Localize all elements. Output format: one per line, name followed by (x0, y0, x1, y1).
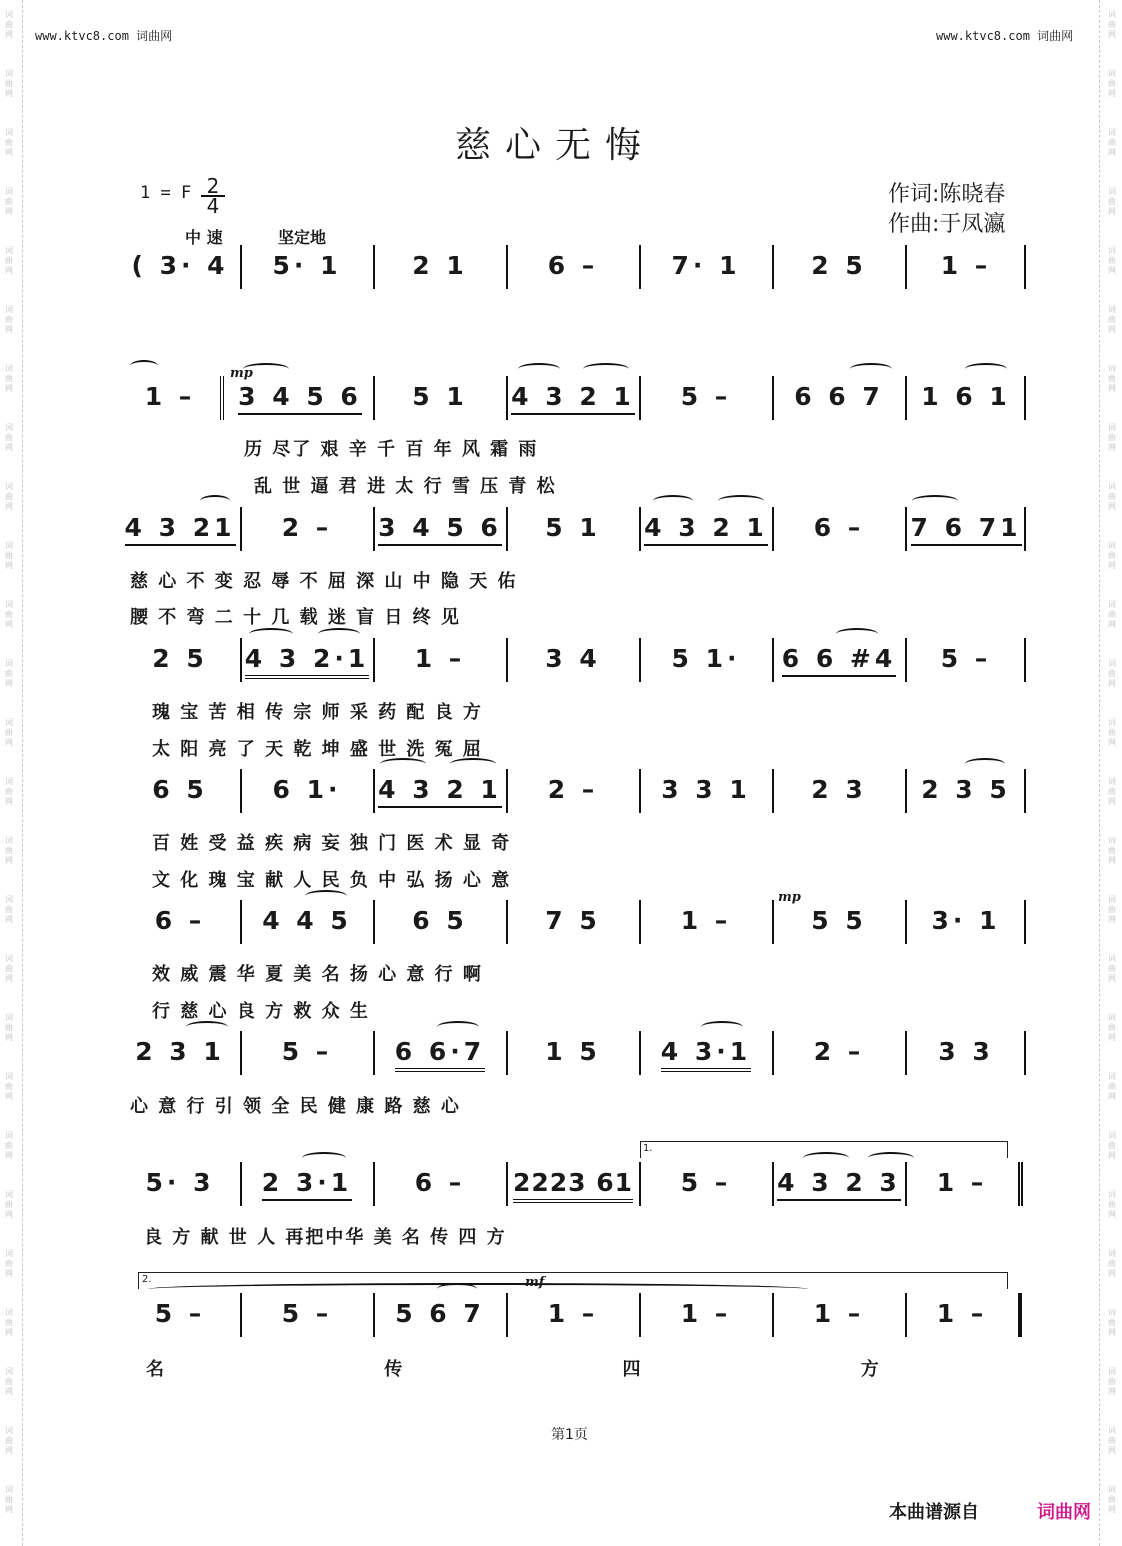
margin-watermark: 词曲网 (5, 1249, 13, 1278)
barline (1024, 376, 1026, 420)
measure-notes: 1 – (936, 1168, 988, 1197)
margin-watermark: 词曲网 (1108, 364, 1116, 393)
measure-notes: ( 3· 4 (131, 251, 229, 280)
measure (774, 251, 904, 287)
margin-watermark: 词曲网 (5, 10, 13, 39)
measure (907, 644, 1025, 680)
margin-watermark: 词曲网 (5, 777, 13, 806)
measure-notes: 6 5 (152, 775, 208, 804)
margin-watermark: 词曲网 (5, 954, 13, 983)
margin-watermark: 词曲网 (1108, 1249, 1116, 1278)
measure-notes: 1 – (144, 382, 196, 411)
measure (375, 906, 505, 942)
margin-watermark: 词曲网 (1108, 541, 1116, 570)
barline (1024, 900, 1026, 944)
header-url-left: www.ktvc8.com 词曲网 (35, 29, 173, 43)
measure-notes: 2 3·1 (262, 1168, 352, 1201)
margin-watermark: 词曲网 (5, 1013, 13, 1042)
second-ending-bracket (138, 1272, 1008, 1289)
measure-notes: 7· 1 (671, 251, 741, 280)
margin-watermark: 词曲网 (1108, 246, 1116, 275)
margin-watermark: 词曲网 (5, 1485, 13, 1514)
measure (120, 1299, 240, 1335)
measure-notes: 1 – (414, 644, 466, 673)
measure-notes: 1 – (547, 1299, 599, 1328)
measure-notes: 6 6 #4 (782, 644, 897, 677)
margin-watermark: 词曲网 (5, 895, 13, 924)
margin-watermark: 词曲网 (1108, 895, 1116, 924)
measure-notes: 4 3 2·1 (245, 644, 369, 679)
lyric-verse-1: 效 威 震 华 夏 美 名 扬 心 意 行 啊 (152, 964, 483, 985)
measure-notes: 2 – (813, 1037, 865, 1066)
measure-notes: 5· 3 (145, 1168, 215, 1197)
margin-watermark: 词曲网 (5, 482, 13, 511)
measure-notes: 6 5 (412, 906, 468, 935)
score-line-3 (120, 507, 1030, 567)
measure (641, 644, 771, 680)
measure (242, 1168, 372, 1204)
margin-watermark: 词曲网 (1108, 69, 1116, 98)
measure-notes: 4 3·1 (661, 1037, 751, 1072)
measure-notes: 1 – (680, 906, 732, 935)
lyric-verse-1: 历 尽了 艰 辛 千 百 年 风 霜 雨 (244, 439, 539, 460)
source-label: 本曲谱源自 (889, 1502, 979, 1523)
margin-watermark: 词曲网 (1108, 10, 1116, 39)
margin-watermark: 词曲网 (1108, 1426, 1116, 1455)
measure (508, 1037, 638, 1073)
measure (120, 1037, 240, 1073)
measure-notes: 4 3 2 1 (511, 382, 635, 415)
lyric-verse-1: 慈 心 不 变 忍 辱 不 屈 深 山 中 隐 天 佑 (130, 571, 518, 592)
measure-notes: 5 5 (811, 906, 867, 935)
measure (375, 1168, 505, 1204)
measure-notes: 2 1 (412, 251, 468, 280)
measure (774, 1299, 904, 1335)
measure-notes: 4 3 21 (125, 513, 236, 546)
repeat-start-barline (220, 376, 224, 420)
margin-watermark: 词曲网 (1108, 954, 1116, 983)
barline (1024, 1031, 1026, 1075)
measure (774, 1037, 904, 1073)
measure (508, 1299, 638, 1335)
measure-notes: 1 5 (545, 1037, 601, 1066)
measure (774, 644, 904, 680)
margin-watermark: 词曲网 (5, 718, 13, 747)
measure-notes: 1 6 1 (921, 382, 1011, 411)
lyric-verse-1: 名 传 四 方 (146, 1359, 881, 1380)
margin-watermark: 词曲网 (1108, 718, 1116, 747)
measure (774, 382, 904, 418)
barline (1024, 507, 1026, 551)
measure-notes: 6 – (414, 1168, 466, 1197)
measure-notes: 5· 1 (272, 251, 342, 280)
measure (641, 1168, 771, 1204)
measure-notes: 5 1 (412, 382, 468, 411)
measure (774, 906, 904, 942)
margin-watermark: 词曲网 (1108, 1485, 1116, 1514)
expression-marking: 坚定地 (278, 228, 327, 247)
measure-notes: 5 – (680, 1168, 732, 1197)
tempo-marking: 中 速 (185, 228, 223, 247)
measure-notes: 3 3 1 (661, 775, 751, 804)
measure-notes: 6 6·7 (395, 1037, 485, 1072)
margin-watermark: 词曲网 (5, 128, 13, 157)
measure (641, 906, 771, 942)
measure (375, 644, 505, 680)
margin-watermark: 词曲网 (1108, 1013, 1116, 1042)
measure (120, 513, 240, 549)
margin-watermark: 词曲网 (1108, 482, 1116, 511)
measure-notes: 7 6 71 (911, 513, 1022, 546)
score-line-2 (120, 376, 1030, 436)
page-number: 第1页 (551, 1427, 588, 1443)
left-margin-dashed-line (22, 0, 23, 1546)
measure-notes: 6 – (813, 513, 865, 542)
measure-notes: 3· 1 (931, 906, 1001, 935)
slur (965, 363, 1007, 375)
measure (242, 1299, 372, 1335)
margin-watermark: 词曲网 (5, 1190, 13, 1219)
lyric-verse-2: 乱 世 逼 君 进 太 行 雪 压 青 松 (254, 476, 557, 497)
measure-notes: 1 – (680, 1299, 732, 1328)
measure (120, 382, 220, 418)
margin-watermark: 词曲网 (1108, 659, 1116, 688)
measure (774, 1168, 904, 1204)
lyric-verse-1: 良 方 献 世 人 再把中华 美 名 传 四 方 (144, 1227, 507, 1248)
margin-watermark: 词曲网 (1108, 600, 1116, 629)
slur (130, 360, 158, 372)
margin-watermark: 词曲网 (5, 187, 13, 216)
lyric-verse-2: 文 化 瑰 宝 献 人 民 负 中 弘 扬 心 意 (152, 870, 512, 891)
measure (242, 906, 372, 942)
measure (508, 906, 638, 942)
measure (508, 513, 638, 549)
margin-watermark: 词曲网 (5, 364, 13, 393)
measure (226, 382, 374, 418)
barline (1024, 638, 1026, 682)
measure (907, 775, 1025, 811)
dynamic-mp: mp (230, 366, 253, 381)
measure-notes: 4 3 2 1 (644, 513, 768, 546)
measure (907, 906, 1025, 942)
measure (774, 513, 904, 549)
margin-watermark: 词曲网 (5, 305, 13, 334)
margin-watermark: 词曲网 (1108, 187, 1116, 216)
margin-watermark: 词曲网 (1108, 836, 1116, 865)
margin-watermark: 词曲网 (5, 423, 13, 452)
measure (375, 382, 505, 418)
measure-notes: 3 4 (545, 644, 601, 673)
dynamic-mp: mp (778, 890, 801, 905)
measure-notes: 2 3 (811, 775, 867, 804)
measure (641, 382, 771, 418)
measure (508, 775, 638, 811)
measure (242, 644, 372, 680)
score-line-5 (120, 769, 1030, 829)
margin-watermark: 词曲网 (1108, 1367, 1116, 1396)
measure-notes: 5 – (940, 644, 992, 673)
key-signature: 1 = F (140, 183, 192, 203)
measure-notes: 2 5 (152, 644, 208, 673)
time-signature-bottom: 4 (201, 195, 225, 215)
measure-notes: 1 – (813, 1299, 865, 1328)
lyric-verse-2: 腰 不 弯 二 十 几 载 迷 盲 日 终 见 (130, 607, 461, 628)
measure (375, 1037, 505, 1073)
measure (242, 251, 372, 287)
lyric-verse-1: 瑰 宝 苦 相 传 宗 师 采 药 配 良 方 (152, 702, 483, 723)
time-signature-top: 2 (206, 174, 220, 198)
measure-notes: 5 – (281, 1037, 333, 1066)
margin-watermark: 词曲网 (1108, 423, 1116, 452)
measure-notes: 2 – (547, 775, 599, 804)
measure-notes: 1 – (940, 251, 992, 280)
measure-notes: 5 1· (671, 644, 741, 673)
margin-watermark: 词曲网 (1108, 777, 1116, 806)
margin-watermark: 词曲网 (1108, 1308, 1116, 1337)
score-line-7 (120, 1031, 1030, 1091)
measure (375, 251, 505, 287)
measure-notes: 6 – (547, 251, 599, 280)
measure (774, 775, 904, 811)
measure-notes: 3 4 5 6 (238, 382, 362, 415)
measure-notes: 5 6 7 (395, 1299, 485, 1328)
measure (120, 906, 240, 942)
measure-notes: 2 3 1 (135, 1037, 225, 1066)
measure-notes: 2 3 5 (921, 775, 1011, 804)
composer-credit: 作曲:于凤瀛 (888, 212, 1006, 237)
margin-watermark: 词曲网 (5, 246, 13, 275)
measure (120, 644, 240, 680)
score-line-4 (120, 638, 1030, 698)
header-url-right: www.ktvc8.com 词曲网 (936, 29, 1074, 43)
margin-watermark: 词曲网 (5, 541, 13, 570)
measure (641, 513, 771, 549)
measure (375, 1299, 505, 1335)
source-brand-link[interactable]: 词曲网 (1037, 1502, 1091, 1523)
measure-notes: 4 3 2 3 (777, 1168, 901, 1201)
final-barline (1018, 1293, 1022, 1337)
slur (518, 363, 560, 375)
barline (1024, 769, 1026, 813)
measure-notes: 7 5 (545, 906, 601, 935)
dynamic-mf: mf (525, 1275, 545, 1290)
margin-watermark: 词曲网 (1108, 128, 1116, 157)
repeat-end-barline (1018, 1162, 1023, 1206)
lyric-verse-2: 太 阳 亮 了 天 乾 坤 盛 世 洗 冤 屈 (152, 739, 483, 760)
measure-notes: 4 4 5 (262, 906, 352, 935)
measure (907, 1299, 1017, 1335)
first-ending-bracket (640, 1141, 1008, 1158)
slur (583, 363, 629, 375)
measure-notes: 1 – (936, 1299, 988, 1328)
measure (120, 251, 240, 287)
measure-notes: 3 3 (938, 1037, 994, 1066)
measure (641, 775, 771, 811)
margin-watermark: 词曲网 (5, 836, 13, 865)
margin-watermark: 词曲网 (5, 1072, 13, 1101)
margin-watermark: 词曲网 (1108, 1190, 1116, 1219)
measure (375, 513, 505, 549)
measure-notes: 6 – (154, 906, 206, 935)
measure (508, 251, 638, 287)
measure (641, 1299, 771, 1335)
score-line-8 (120, 1162, 1030, 1222)
score-line-6 (120, 900, 1030, 960)
measure (907, 1037, 1025, 1073)
measure (120, 1168, 240, 1204)
slur (850, 363, 892, 375)
first-ending-label: 1. (643, 1143, 653, 1154)
measure (641, 1037, 771, 1073)
measure-notes: 5 – (154, 1299, 206, 1328)
time-signature (201, 174, 225, 218)
measure-notes: 5 1 (545, 513, 601, 542)
measure (508, 1168, 638, 1204)
measure (641, 251, 771, 287)
margin-watermark: 词曲网 (5, 69, 13, 98)
margin-watermark: 词曲网 (1108, 305, 1116, 334)
right-margin-dashed-line (1099, 0, 1100, 1546)
measure-notes: 4 3 2 1 (378, 775, 502, 808)
barline (1024, 245, 1026, 289)
measure-notes: 2 – (281, 513, 333, 542)
measure-notes: 2223 61 (513, 1168, 633, 1203)
measure-notes: 5 – (680, 382, 732, 411)
margin-watermark: 词曲网 (5, 1367, 13, 1396)
margin-watermark: 词曲网 (5, 1308, 13, 1337)
margin-watermark: 词曲网 (5, 659, 13, 688)
measure (242, 513, 372, 549)
measure (907, 251, 1025, 287)
measure-notes: 6 1· (272, 775, 342, 804)
measure-notes: 2 5 (811, 251, 867, 280)
measure-notes: 6 6 7 (794, 382, 884, 411)
lyric-verse-2: 行 慈 心 良 方 救 众 生 (152, 1001, 370, 1022)
measure (242, 1037, 372, 1073)
measure (907, 382, 1025, 418)
margin-watermark: 词曲网 (1108, 1131, 1116, 1160)
lyricist-credit: 作词:陈晓春 (888, 182, 1006, 207)
measure-notes: 3 4 5 6 (378, 513, 502, 546)
measure-notes: 5 – (281, 1299, 333, 1328)
measure (375, 775, 505, 811)
score-line-9 (120, 1293, 1030, 1353)
margin-watermark: 词曲网 (5, 1426, 13, 1455)
song-title: 慈心无悔 (455, 125, 656, 166)
measure (120, 775, 240, 811)
lyric-verse-1: 百 姓 受 益 疾 病 妄 独 门 医 术 显 奇 (152, 833, 512, 854)
lyric-verse-1: 心 意 行 引 领 全 民 健 康 路 慈 心 (130, 1096, 461, 1117)
measure (907, 1168, 1017, 1204)
score-line-1 (120, 245, 1030, 305)
margin-watermark: 词曲网 (5, 1131, 13, 1160)
measure (242, 775, 372, 811)
margin-watermark: 词曲网 (1108, 1072, 1116, 1101)
measure (508, 644, 638, 680)
second-ending-label: 2. (142, 1274, 152, 1285)
margin-watermark: 词曲网 (5, 600, 13, 629)
measure (907, 513, 1025, 549)
measure (508, 382, 638, 418)
